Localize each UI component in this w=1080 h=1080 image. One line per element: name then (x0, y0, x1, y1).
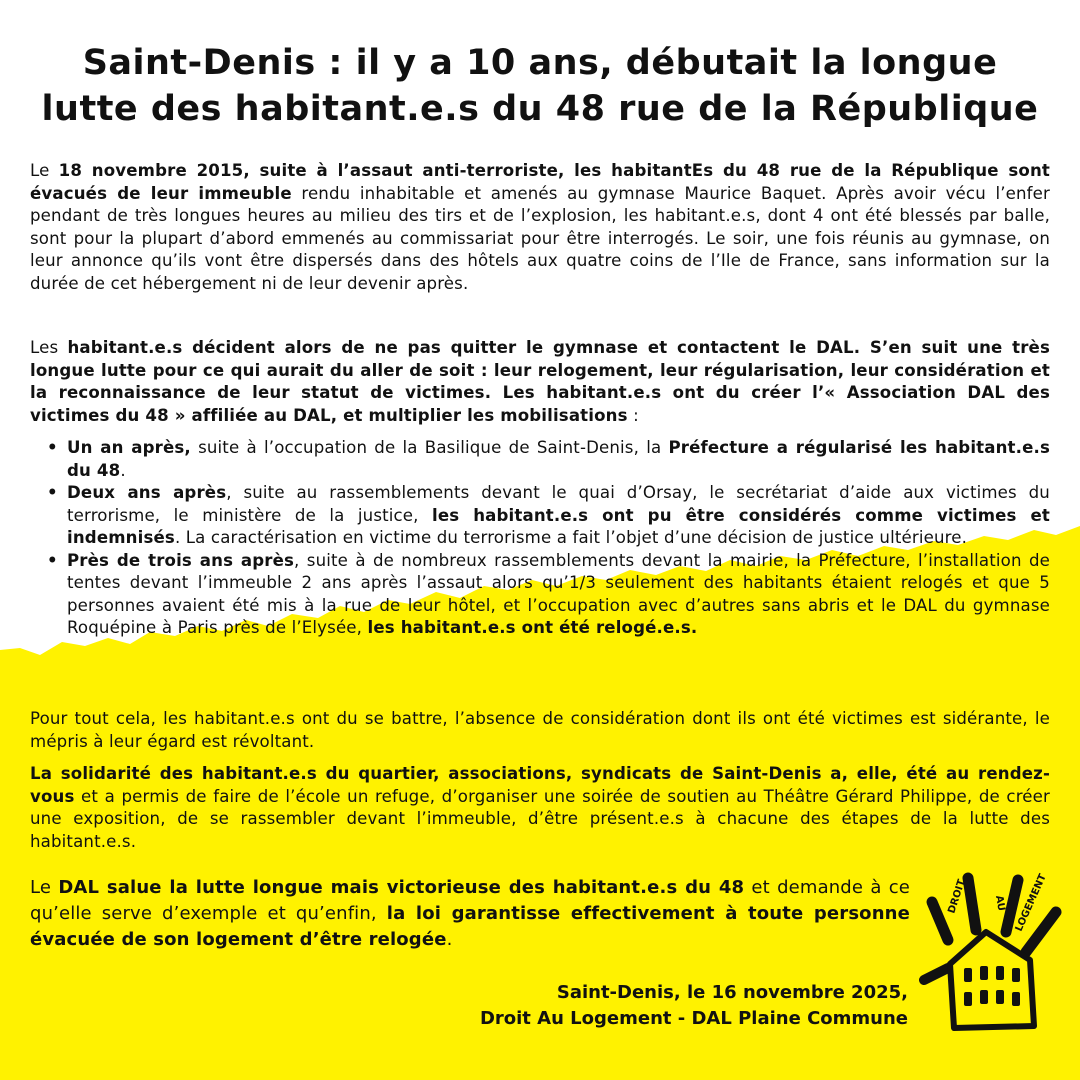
logo-finger (968, 878, 976, 930)
milestones-list (45, 437, 1050, 640)
logo-text-au: AU (993, 894, 1007, 912)
logo-text-logement: LOGEMENT (1013, 872, 1049, 934)
paragraph-struggle: Les habitant.e.s décident alors de ne pas quitter le gymnase et contactent le DAL. S’en suit une très longue lutte pour ce qui aurait du aller de soit : leur relogement, leur régularisation, leur considération et la reconnaissance de leur statut de victimes. Les habitant.e.s ont du créer l’« Association DAL des victimes du 48 » affiliée au DAL, et multiplier les mobilisations : (30, 338, 1050, 425)
milestone-item: • Deux ans après, suite au rassemblements devant le quai d’Orsay, le secrétariat d’aide aux victimes du terrorisme, le ministère de la justice, les habitant.e.s ont pu être considérés comme victimes et indemnisés. La caractérisation en victime du terrorisme a fait l’objet d’une décision de justice ultérieure. (47, 483, 1050, 547)
logo-house (950, 932, 1034, 1028)
signature-organization: Droit Au Logement - DAL Plaine Commune (479, 1008, 908, 1029)
paragraph-indignation: Pour tout cela, les habitant.e.s ont du se battre, l’absence de considération dont ils ont été victimes est sidérante, le mépris à leur égard est révoltant. (30, 709, 1050, 751)
signature (480, 980, 908, 1032)
paragraph-demand: Le DAL salue la lutte longue mais victorieuse des habitant.e.s du 48 et demande à ce qu’elle serve d’exemple et qu’enfin, la loi garantisse effectivement à toute personne évacuée de son logement d’être relogée. (30, 877, 910, 950)
bullet-dot: • (47, 483, 58, 502)
signature-date: Saint-Denis, le 16 novembre 2025, (556, 982, 908, 1003)
paragraph-solidarity: La solidarité des habitant.e.s du quartier, associations, syndicats de Saint-Denis a, elle, été au rendez-vous et a permis de faire de l’école un refuge, d’organiser une soirée de soutien au Théâtre Gérard Philippe, de créer une exposition, de se rassembler devant l’immeuble, d’être présent.e.s à chacune des étapes de la lutte des habitant.e.s. (30, 764, 1050, 851)
page-title: Saint-Denis : il y a 10 ans, débutait la longue lutte des habitant.e.s du 48 rue de la République (41, 43, 1039, 129)
milestone-item: • Un an après, suite à l’occupation de la Basilique de Saint-Denis, la Préfecture a régularisé les habitant.e.s du 48. (47, 438, 1050, 480)
paragraph-assault: Le 18 novembre 2015, suite à l’assaut anti-terroriste, les habitantEs du 48 rue de la République sont évacués de leur immeuble rendu inhabitable et amenés au gymnase Maurice Baquet. Après avoir vécu l’enfer pendant de très longues heures au milieu des tirs et de l’explosion, les habitant.e.s, dont 4 ont été blessés par balle, sont pour la plupart d’abord emmenés au commissariat pour être interrogés. Le soir, une fois réunis au gymnase, on leur annonce qu’ils vont être dispersés dans des hôtels aux quatre coins de l’Ile de France, sans information sur la durée de cet hébergement ni de leur devenir après. (30, 161, 1050, 293)
logo-text-droit: DROIT (946, 878, 968, 915)
milestone-item: • Près de trois ans après, suite à de nombreux rassemblements devant la mairie, la Préfecture, l’installation de tentes devant l’immeuble 2 ans après l’assaut alors qu’1/3 seulement des habitants étaient relogés et que 5 personnes avaient été mis à la rue de leur hôtel, et l’occupation avec d’autres sans abris et le DAL du gymnase Roquépine à Paris près de l’Elysée, les habitant.e.s ont été relogé.e.s. (47, 550, 1050, 637)
bullet-dot: • (47, 550, 58, 570)
logo-finger (924, 968, 948, 980)
dal-logo (918, 852, 1068, 1032)
bullet-dot: • (47, 438, 58, 457)
logo-finger (932, 902, 948, 940)
